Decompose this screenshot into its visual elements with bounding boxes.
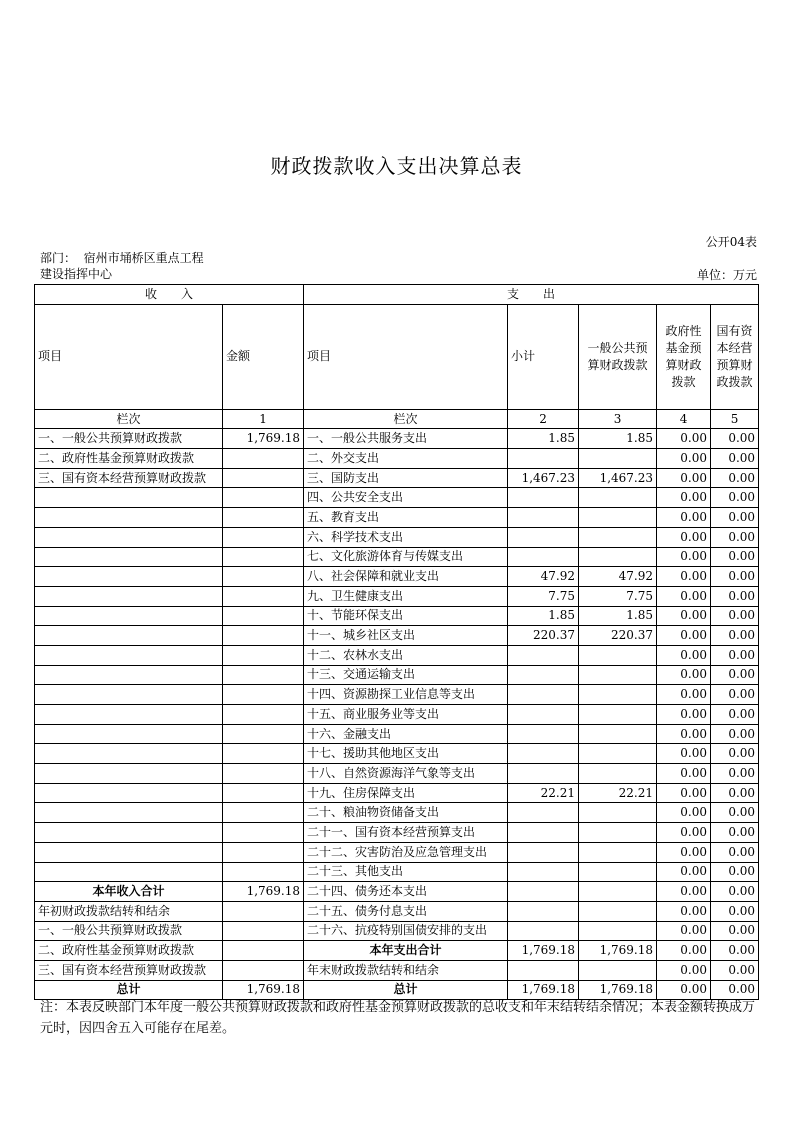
footnote: 注：本表反映部门本年度一般公共预算财政拨款和政府性基金预算财政拨款的总收支和年末结转结余情况；本表金额转换成万元时，因四舍五入可能存在尾差。: [40, 1000, 756, 1036]
subtotal-cell: 1.85: [508, 606, 579, 626]
income-amount-cell: 1,769.18: [223, 429, 304, 449]
general-budget-cell: [579, 842, 657, 862]
subtotal-cell: [508, 764, 579, 784]
general-budget-cell: [579, 901, 657, 921]
department-name-line2: 建设指挥中心: [40, 267, 113, 281]
expense-item-cell: 二十四、债务还本支出: [304, 882, 508, 902]
table-row: [35, 842, 759, 862]
table-row: [35, 468, 759, 488]
fund-budget-cell: 0.00: [657, 626, 711, 646]
general-budget-cell: [579, 488, 657, 508]
expense-item-cell: 一、一般公共服务支出: [304, 429, 508, 449]
income-item-cell: [35, 527, 223, 547]
income-amount-cell: 1,769.18: [223, 882, 304, 902]
income-amount-cell: [223, 508, 304, 528]
expense-item-cell: 十、节能环保支出: [304, 606, 508, 626]
income-amount-cell: [223, 527, 304, 547]
table-row: [35, 901, 759, 921]
appropriation-table: [34, 284, 759, 1000]
table-row: [35, 744, 759, 764]
expense-header: 支 出: [304, 285, 759, 305]
table-row: [35, 724, 759, 744]
income-amount-cell: [223, 862, 304, 882]
table-row: [35, 764, 759, 784]
income-item-cell: [35, 665, 223, 685]
state-capital-cell: 0.00: [711, 764, 759, 784]
fund-budget-cell: 0.00: [657, 449, 711, 469]
general-budget-cell: [579, 645, 657, 665]
fund-budget-cell: 0.00: [657, 527, 711, 547]
general-budget-cell: 1,769.18: [579, 980, 657, 1000]
table-row: [35, 665, 759, 685]
fund-budget-cell: 0.00: [657, 744, 711, 764]
fund-budget-cell: 0.00: [657, 586, 711, 606]
state-capital-cell: 0.00: [711, 586, 759, 606]
income-amount-cell: [223, 449, 304, 469]
fund-budget-cell: 0.00: [657, 724, 711, 744]
income-amount-cell: [223, 606, 304, 626]
table-row: [35, 783, 759, 803]
state-capital-cell: 0.00: [711, 449, 759, 469]
income-amount-cell: [223, 921, 304, 941]
state-capital-cell: 0.00: [711, 606, 759, 626]
state-capital-cell: 0.00: [711, 842, 759, 862]
income-item-cell: 总计: [35, 980, 223, 1000]
fund-budget-cell: 0.00: [657, 823, 711, 843]
fund-budget-header: 政府性基金预算财政拨款: [657, 304, 711, 409]
income-item-cell: 三、国有资本经营预算财政拨款: [35, 468, 223, 488]
subtotal-cell: [508, 527, 579, 547]
income-item-header: 项目: [35, 304, 223, 409]
expense-item-cell: 二十六、抗疫特别国债安排的支出: [304, 921, 508, 941]
fund-budget-cell: 0.00: [657, 508, 711, 528]
fund-budget-cell: 0.00: [657, 842, 711, 862]
fund-budget-cell: 0.00: [657, 941, 711, 961]
state-capital-cell: 0.00: [711, 547, 759, 567]
fund-budget-cell: 0.00: [657, 685, 711, 705]
expense-item-cell: 十七、援助其他地区支出: [304, 744, 508, 764]
general-budget-cell: 22.21: [579, 783, 657, 803]
fund-budget-cell: 0.00: [657, 645, 711, 665]
general-budget-cell: [579, 862, 657, 882]
expense-item-cell: 本年支出合计: [304, 941, 508, 961]
income-amount-cell: [223, 586, 304, 606]
subtotal-cell: 1,769.18: [508, 980, 579, 1000]
expense-item-cell: 六、科学技术支出: [304, 527, 508, 547]
income-item-cell: 二、政府性基金预算财政拨款: [35, 449, 223, 469]
col-num-cell: 5: [711, 409, 759, 429]
unit-label: 单位：万元: [696, 268, 757, 282]
general-budget-cell: [579, 665, 657, 685]
col-num-cell: 栏次: [35, 409, 223, 429]
expense-item-cell: 二十三、其他支出: [304, 862, 508, 882]
income-item-cell: [35, 705, 223, 725]
expense-item-cell: 五、教育支出: [304, 508, 508, 528]
income-amount-cell: [223, 783, 304, 803]
expense-item-cell: 十二、农林水支出: [304, 645, 508, 665]
state-capital-cell: 0.00: [711, 921, 759, 941]
income-item-cell: [35, 685, 223, 705]
general-budget-cell: [579, 764, 657, 784]
department-info: [40, 250, 204, 282]
table-row: [35, 882, 759, 902]
state-capital-cell: 0.00: [711, 803, 759, 823]
table-row: [35, 862, 759, 882]
state-capital-cell: 0.00: [711, 744, 759, 764]
table-row: [35, 626, 759, 646]
expense-item-cell: 二十一、国有资本经营预算支出: [304, 823, 508, 843]
income-amount-cell: [223, 842, 304, 862]
expense-item-cell: 二十、粮油物资储备支出: [304, 803, 508, 823]
col-num-cell: 1: [223, 409, 304, 429]
state-capital-cell: 0.00: [711, 705, 759, 725]
income-item-cell: [35, 626, 223, 646]
income-item-cell: [35, 547, 223, 567]
income-item-cell: [35, 488, 223, 508]
income-amount-cell: [223, 764, 304, 784]
table-row: [35, 429, 759, 449]
subtotal-cell: 47.92: [508, 567, 579, 587]
col-num-cell: 4: [657, 409, 711, 429]
expense-item-cell: 十六、金融支出: [304, 724, 508, 744]
department-name-line1: 宿州市埇桥区重点工程: [83, 251, 204, 265]
fund-budget-cell: 0.00: [657, 882, 711, 902]
general-budget-cell: 7.75: [579, 586, 657, 606]
subtotal-cell: [508, 449, 579, 469]
subtotal-cell: [508, 921, 579, 941]
subtotal-cell: [508, 685, 579, 705]
fund-budget-cell: 0.00: [657, 606, 711, 626]
income-item-cell: 一、一般公共预算财政拨款: [35, 429, 223, 449]
state-capital-cell: 0.00: [711, 882, 759, 902]
expense-item-cell: 七、文化旅游体育与传媒支出: [304, 547, 508, 567]
state-capital-cell: 0.00: [711, 626, 759, 646]
state-capital-cell: 0.00: [711, 665, 759, 685]
state-capital-cell: 0.00: [711, 783, 759, 803]
general-budget-cell: [579, 724, 657, 744]
fund-budget-cell: 0.00: [657, 980, 711, 1000]
expense-item-cell: 二、外交支出: [304, 449, 508, 469]
subtotal-cell: [508, 842, 579, 862]
fund-budget-cell: 0.00: [657, 862, 711, 882]
general-budget-cell: 1,467.23: [579, 468, 657, 488]
expense-item-cell: 十八、自然资源海洋气象等支出: [304, 764, 508, 784]
state-capital-cell: 0.00: [711, 724, 759, 744]
subtotal-cell: 220.37: [508, 626, 579, 646]
col-num-cell: 3: [579, 409, 657, 429]
expense-item-cell: 十五、商业服务业等支出: [304, 705, 508, 725]
table-row: [35, 586, 759, 606]
subtotal-cell: [508, 665, 579, 685]
income-amount-cell: [223, 468, 304, 488]
subtotal-header: 小计: [508, 304, 579, 409]
expense-item-cell: 十三、交通运输支出: [304, 665, 508, 685]
expense-item-cell: 九、卫生健康支出: [304, 586, 508, 606]
fund-budget-cell: 0.00: [657, 547, 711, 567]
fund-budget-cell: 0.00: [657, 803, 711, 823]
subtotal-cell: [508, 705, 579, 725]
expense-item-cell: 十九、住房保障支出: [304, 783, 508, 803]
subtotal-cell: 7.75: [508, 586, 579, 606]
header-row-sections: [35, 285, 759, 305]
income-amount-cell: [223, 488, 304, 508]
general-budget-cell: [579, 508, 657, 528]
table-row: [35, 527, 759, 547]
fund-budget-cell: 0.00: [657, 901, 711, 921]
general-budget-cell: [579, 449, 657, 469]
subtotal-cell: [508, 724, 579, 744]
table-row: [35, 921, 759, 941]
table-row: [35, 823, 759, 843]
table-row: [35, 705, 759, 725]
income-item-cell: [35, 783, 223, 803]
general-budget-cell: [579, 803, 657, 823]
income-amount-cell: [223, 645, 304, 665]
general-budget-cell: [579, 527, 657, 547]
income-amount-cell: [223, 823, 304, 843]
income-item-cell: [35, 862, 223, 882]
general-budget-cell: 1,769.18: [579, 941, 657, 961]
fund-budget-cell: 0.00: [657, 783, 711, 803]
fund-budget-cell: 0.00: [657, 488, 711, 508]
general-budget-header: 一般公共预算财政拨款: [579, 304, 657, 409]
general-budget-cell: 220.37: [579, 626, 657, 646]
subtotal-cell: [508, 508, 579, 528]
subtotal-cell: [508, 547, 579, 567]
subtotal-cell: [508, 823, 579, 843]
income-amount-cell: [223, 547, 304, 567]
expense-item-cell: 四、公共安全支出: [304, 488, 508, 508]
income-amount-cell: [223, 744, 304, 764]
expense-item-cell: 三、国防支出: [304, 468, 508, 488]
fund-budget-cell: 0.00: [657, 705, 711, 725]
general-budget-cell: 1.85: [579, 606, 657, 626]
subtotal-cell: [508, 882, 579, 902]
income-item-cell: 二、政府性基金预算财政拨款: [35, 941, 223, 961]
fund-budget-cell: 0.00: [657, 429, 711, 449]
table-row: [35, 941, 759, 961]
general-budget-cell: [579, 823, 657, 843]
state-capital-cell: 0.00: [711, 823, 759, 843]
general-budget-cell: [579, 882, 657, 902]
table-row: [35, 960, 759, 980]
col-num-cell: 2: [508, 409, 579, 429]
state-capital-cell: 0.00: [711, 527, 759, 547]
income-item-cell: [35, 645, 223, 665]
income-amount-header: 金额: [223, 304, 304, 409]
state-capital-cell: 0.00: [711, 941, 759, 961]
income-item-cell: [35, 606, 223, 626]
income-item-cell: [35, 823, 223, 843]
form-number: 公开04表: [705, 235, 757, 249]
fund-budget-cell: 0.00: [657, 921, 711, 941]
department-label: 部门：: [40, 251, 77, 265]
general-budget-cell: 1.85: [579, 429, 657, 449]
income-header: 收 入: [35, 285, 304, 305]
table-row: [35, 488, 759, 508]
state-capital-cell: 0.00: [711, 685, 759, 705]
general-budget-cell: [579, 705, 657, 725]
subtotal-cell: [508, 862, 579, 882]
income-item-cell: 年初财政拨款结转和结余: [35, 901, 223, 921]
income-item-cell: [35, 764, 223, 784]
general-budget-cell: 47.92: [579, 567, 657, 587]
expense-item-cell: 总计: [304, 980, 508, 1000]
state-capital-cell: 0.00: [711, 901, 759, 921]
fund-budget-cell: 0.00: [657, 960, 711, 980]
state-capital-cell: 0.00: [711, 567, 759, 587]
state-capital-cell: 0.00: [711, 645, 759, 665]
table-row: [35, 645, 759, 665]
income-amount-cell: [223, 803, 304, 823]
income-amount-cell: [223, 626, 304, 646]
subtotal-cell: 1,467.23: [508, 468, 579, 488]
income-amount-cell: 1,769.18: [223, 980, 304, 1000]
expense-item-cell: 二十二、灾害防治及应急管理支出: [304, 842, 508, 862]
expense-item-cell: 十四、资源勘探工业信息等支出: [304, 685, 508, 705]
subtotal-cell: [508, 960, 579, 980]
state-capital-header: 国有资本经营预算财政拨款: [711, 304, 759, 409]
subtotal-cell: 1,769.18: [508, 941, 579, 961]
expense-item-cell: 年末财政拨款结转和结余: [304, 960, 508, 980]
column-number-row: [35, 409, 759, 429]
income-item-cell: [35, 744, 223, 764]
income-item-cell: 三、国有资本经营预算财政拨款: [35, 960, 223, 980]
income-amount-cell: [223, 724, 304, 744]
subtotal-cell: 22.21: [508, 783, 579, 803]
fund-budget-cell: 0.00: [657, 665, 711, 685]
table-row: [35, 508, 759, 528]
general-budget-cell: [579, 960, 657, 980]
table-row: [35, 449, 759, 469]
general-budget-cell: [579, 547, 657, 567]
state-capital-cell: 0.00: [711, 508, 759, 528]
income-amount-cell: [223, 567, 304, 587]
subtotal-cell: [508, 645, 579, 665]
state-capital-cell: 0.00: [711, 960, 759, 980]
income-item-cell: [35, 508, 223, 528]
income-amount-cell: [223, 901, 304, 921]
subtotal-cell: 1.85: [508, 429, 579, 449]
state-capital-cell: 0.00: [711, 429, 759, 449]
subtotal-cell: [508, 901, 579, 921]
income-amount-cell: [223, 960, 304, 980]
income-amount-cell: [223, 685, 304, 705]
fund-budget-cell: 0.00: [657, 468, 711, 488]
income-item-cell: [35, 803, 223, 823]
table-row: [35, 803, 759, 823]
fund-budget-cell: 0.00: [657, 764, 711, 784]
subtotal-cell: [508, 803, 579, 823]
income-amount-cell: [223, 665, 304, 685]
subtotal-cell: [508, 488, 579, 508]
income-item-cell: 本年收入合计: [35, 882, 223, 902]
table-row: [35, 547, 759, 567]
expense-item-cell: 十一、城乡社区支出: [304, 626, 508, 646]
income-item-cell: [35, 586, 223, 606]
state-capital-cell: 0.00: [711, 468, 759, 488]
table-row: [35, 685, 759, 705]
state-capital-cell: 0.00: [711, 862, 759, 882]
income-item-cell: [35, 724, 223, 744]
income-amount-cell: [223, 941, 304, 961]
expense-item-cell: 八、社会保障和就业支出: [304, 567, 508, 587]
income-item-cell: 一、一般公共预算财政拨款: [35, 921, 223, 941]
expense-item-cell: 二十五、债务付息支出: [304, 901, 508, 921]
income-item-cell: [35, 842, 223, 862]
general-budget-cell: [579, 921, 657, 941]
general-budget-cell: [579, 685, 657, 705]
income-amount-cell: [223, 705, 304, 725]
page-title: 财政拨款收入支出决算总表: [270, 154, 523, 178]
general-budget-cell: [579, 744, 657, 764]
expense-item-header: 项目: [304, 304, 508, 409]
state-capital-cell: 0.00: [711, 980, 759, 1000]
col-num-cell: 栏次: [304, 409, 508, 429]
subtotal-cell: [508, 744, 579, 764]
fund-budget-cell: 0.00: [657, 567, 711, 587]
state-capital-cell: 0.00: [711, 488, 759, 508]
table-row: [35, 606, 759, 626]
income-item-cell: [35, 567, 223, 587]
header-row-columns: [35, 304, 759, 409]
table-row: [35, 567, 759, 587]
